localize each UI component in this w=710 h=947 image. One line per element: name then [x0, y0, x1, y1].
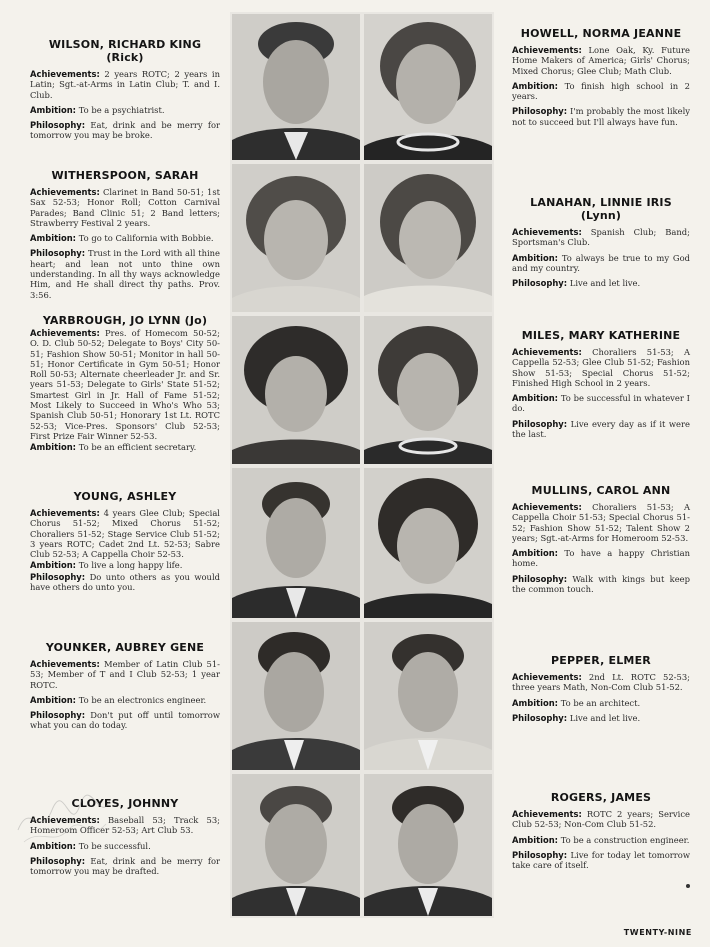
ambition-text: Ambition: To be a psychiatrist. — [30, 104, 165, 115]
student-name: PEPPER, ELMER — [551, 654, 651, 667]
philosophy-text: Philosophy: I'm probably the most likely not to succeed but I'll always have fun. — [512, 106, 690, 127]
ambition-text: Ambition: To live a long happy life. — [30, 560, 183, 571]
student-name: YOUNKER, AUBREY GENE — [45, 641, 205, 654]
student-name: MULLINS, CAROL ANN — [531, 484, 671, 497]
student-entry-yarbrough — [30, 314, 220, 453]
portrait-photo-howell — [364, 14, 492, 160]
portrait-photo-young — [232, 468, 360, 618]
ambition-text: Ambition: To be a construction engineer. — [512, 834, 690, 845]
student-entry-mullins — [512, 484, 690, 594]
student-name: MILES, MARY KATHERINE — [521, 329, 681, 342]
bullet-mark — [686, 884, 690, 888]
portrait-photo-witherspoon — [232, 164, 360, 312]
portrait-photo-younker — [232, 622, 360, 770]
achievements-text: Achievements: 2nd Lt. ROTC 52-53; three years Math, Non-Com Club 51-52. — [512, 672, 690, 693]
achievements-text: Achievements: Member of Latin Club 51-53; Member of T and I Club 52-53; 1 year ROTC. — [30, 659, 220, 690]
ambition-text: Ambition: To be an efficient secretary. — [30, 442, 197, 453]
student-entry-pepper — [512, 654, 690, 723]
philosophy-text: Philosophy: Live and let live. — [512, 712, 641, 723]
philosophy-text: Philosophy: Live every day as if it were the last. — [512, 418, 690, 440]
student-name: CLOYES, JOHNNY — [71, 797, 179, 810]
achievements-text: Achievements: Baseball 53; Track 53; Homeroom Officer 52-53; Art Club 53. — [30, 815, 221, 836]
ambition-text: Ambition: To go to California with Bobbie. — [30, 233, 214, 244]
student-name: YOUNG, ASHLEY — [73, 490, 177, 503]
achievements-text: Achievements: 4 years Glee Club; Special Chorus 51-52; Mixed Chorus 51-52; Choraliers 51-52; Stage Service Club 51-52; 3 years ROTC; Cadet 2nd Lt. 52-53; Sabre Club 52-53; A Cappella Choir 52-53. — [30, 508, 220, 560]
student-entry-howell — [512, 27, 690, 127]
ambition-text: Ambition: To be an electronics engineer. — [30, 694, 207, 705]
student-name: YARBROUGH, JO LYNN (Jo) — [42, 314, 208, 327]
student-entry-rogers — [512, 791, 690, 870]
page-number: TWENTY-NINE — [623, 928, 692, 937]
student-name: LANAHAN, LINNIE IRIS (Lynn) — [530, 196, 672, 222]
philosophy-text: Philosophy: Do unto others as you would have others do unto you. — [30, 571, 220, 593]
ambition-text: Ambition: To be successful in whatever I do. — [512, 393, 690, 414]
portrait-photo-cloyes — [232, 774, 360, 916]
portrait-photo-yarbrough — [232, 316, 360, 464]
handwritten-signature — [10, 780, 120, 850]
philosophy-text: Philosophy: Live and let live. — [512, 278, 641, 289]
portrait-photo-mullins — [364, 468, 492, 618]
achievements-text: Achievements: Choraliers 51-53; A Cappella 52-53; Glee Club 51-52; Fashion Show 51-53; Special Chorus 51-52; Finished High School in 2 years. — [512, 347, 691, 388]
portrait-photo-pepper — [364, 622, 492, 770]
student-entry-witherspoon — [30, 169, 220, 300]
ambition-text: Ambition: To have a happy Christian home. — [512, 548, 690, 569]
student-entry-younker — [30, 641, 220, 731]
achievements-text: Achievements: Pres. of Homecom 50-52; O. D. Club 50-52; Delegate to Boys' City 50-51; Fashion Show 50-51; Monitor in hall 50-51; Honor Certificate in Gym 50-51; Honor Roll 50-53; Alternate cheerleader Jr. and Sr. years 51-53; Delegate to Girls' State 51-52; Smartest Girl in Jr. Hall of Fame 51-52; Most Likely to Succeed in Who's Who 53; Spanish Club 50-51; Honorary 1st Lt. ROTC 52-53; Vice-Pres. Sponsors' Club 52-53; First Prize Fair Winner 52-53. — [30, 328, 220, 441]
achievements-text: Achievements: 2 years ROTC; 2 years in Latin; Sgt.-at-Arms in Latin Club; T. and I. Club. — [30, 69, 220, 100]
student-name: HOWELL, NORMA JEANNE — [520, 27, 682, 40]
philosophy-text: Philosophy: Eat, drink and be merry for tomorrow you may be broke. — [30, 120, 220, 141]
achievements-text: Achievements: Lone Oak, Ky. Future Home Makers of America; Girls' Chorus; Mixed Chorus; Glee Club; Math Club. — [512, 45, 690, 76]
student-name: WILSON, RICHARD KING (Rick) — [48, 38, 202, 64]
student-entry-wilson — [30, 38, 220, 141]
philosophy-text: Philosophy: Eat, drink and be merry for tomorrow you may be drafted. — [30, 855, 220, 877]
achievements-text: Achievements: ROTC 2 years; Service Club 52-53; Non-Com Club 51-52. — [512, 809, 690, 830]
student-entry-young — [30, 490, 220, 592]
ambition-text: Ambition: To be an architect. — [512, 697, 641, 708]
portrait-photo-wilson — [232, 14, 360, 160]
philosophy-text: Philosophy: Trust in the Lord with all thine heart; and lean not unto thine own understanding. In all thy ways acknowledge Him, and He shall direct thy paths. Prov. 3:56. — [30, 248, 220, 300]
student-name: WITHERSPOON, SARAH — [51, 169, 199, 182]
portrait-photo-rogers — [364, 774, 492, 916]
ambition-text: Ambition: To be successful. — [30, 840, 151, 851]
achievements-text: Achievements: Spanish Club; Band; Sportsman's Club. — [512, 227, 690, 248]
student-entry-lanahan — [512, 196, 690, 288]
portrait-photo-miles — [364, 316, 492, 464]
portrait-photo-lanahan — [364, 164, 492, 312]
ambition-text: Ambition: To always be true to my God and my country. — [512, 252, 690, 273]
student-entry-miles — [512, 329, 690, 439]
philosophy-text: Philosophy: Don't put off until tomorrow what you can do today. — [30, 710, 220, 731]
portrait-grid — [230, 12, 494, 918]
achievements-text: Achievements: Choraliers 51-53; A Cappella Choir 51-53; Special Chorus 51-52; Fashion Show 51-52; Talent Show 2 years; Sgt.-at-Arms for Homeroom 52-53. — [512, 502, 691, 543]
achievements-text: Achievements: Clarinet in Band 50-51; 1st Sax 52-53; Honor Roll; Cotton Carnival Parades; Band Clinic 51; 2 Band letters; Strawberry Festival 2 years. — [30, 187, 220, 228]
philosophy-text: Philosophy: Walk with kings but keep the common touch. — [512, 573, 690, 595]
student-name: ROGERS, JAMES — [550, 791, 652, 804]
ambition-text: Ambition: To finish high school in 2 years. — [512, 80, 690, 102]
philosophy-text: Philosophy: Live for today let tomorrow take care of itself. — [512, 849, 690, 871]
